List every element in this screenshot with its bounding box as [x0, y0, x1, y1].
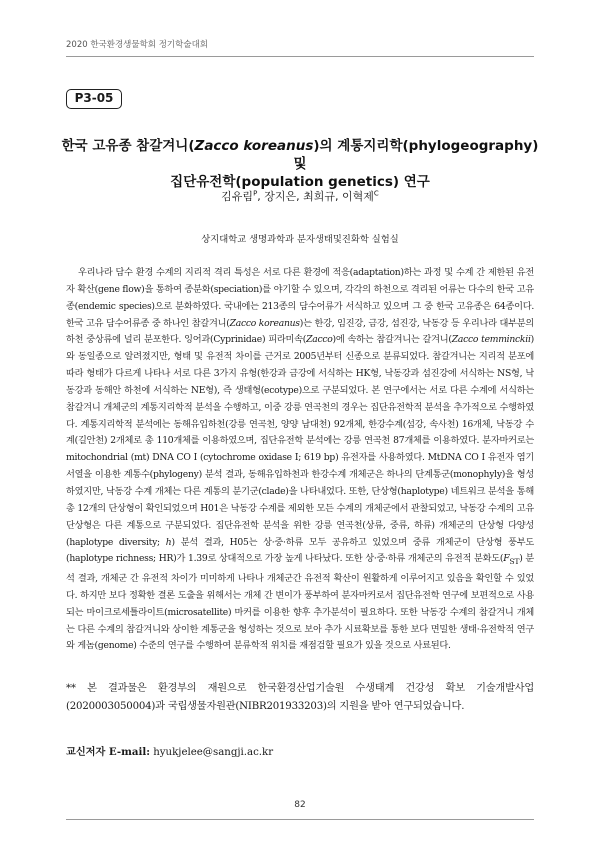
author-first: 김유림 [221, 190, 254, 203]
acknowledgement: ** 본 결과물은 환경부의 재원으로 한국환경산업기술원 수생태계 건강성 확보 기술개발사업(2020003050004)과 국립생물자원관(NIBR201933203)의 지원을 받아 연구되었습니다. [66, 683, 534, 712]
header-divider [66, 56, 534, 57]
corresponding-label: 교신저자 E-mail: [66, 746, 150, 758]
abstract-text-5: ) 분석 결과, H05는 상·중·하류 모두 공유하고 있었으며 중류 개체군이 단상형 풍부도(haplotype richness; HR)가 1.39로 상대적으로 가장 높게 나타났다. 또한 상·중·하류 개체군의 유전적 분화도( [66, 536, 534, 565]
species-name: Zacco koreanus [229, 317, 300, 329]
symbol-h: h [165, 536, 172, 548]
running-header: 2020 한국환경생물학회 정기학술대회 [66, 40, 208, 50]
title-line2: 집단유전학(population genetics) 연구 [170, 174, 430, 190]
species-name: Zacco temminckii [451, 334, 531, 346]
footer-divider [66, 819, 534, 820]
author-others: , 장지은, 최희규, 이혁제 [257, 190, 374, 203]
title-part2: )의 계통지리학(phylogeography) 및 [293, 138, 539, 172]
poster-id-badge: P3-05 [66, 89, 122, 109]
author-list [60, 188, 540, 204]
abstract-text-6: ) 분석 결과, 개체군 간 유전적 차이가 미미하게 나타나 개체군간 유전적 확산이 원활하게 이루어지고 있음을 확인할 수 있었다. 하지만 보다 정확한 결론 도출을 위해서는 개체 간 변이가 풍부하여 분자마커로서 집단유전학 연구에 보편적으로 사용되는 마이크로세틀라이트(microsatellite) 마커를 이용한 향후 추가분석이 필요하다. 또한 낙동강 수계의 참갈겨니 개체는 다른 수계의 참갈겨니와 상이한 계통군을 형성하는 것으로 보아 추가 시료확보를 통한 보다 면밀한 생태·유전학적 연구와 게놈(genome) 수준의 연구를 수행하여 분류학적 위치를 재점검할 필요가 있을 것으로 사료된다. [66, 553, 534, 652]
page-number: 82 [294, 800, 306, 810]
abstract-body [66, 265, 534, 669]
abstract-text-1: 우리나라 담수 환경 수계의 지리적 격리 특성은 서로 다른 환경에 적응(adaptation)하는 과정 및 수계 간 제한된 유전자 확산(gene flow)을 통하여 종분화(speciation)를 야기할 수 있으며, 각각의 하천으로 격리된 어류는 다수의 한국 고유종(endemic species)으로 분화하였다. 국내에는 213종의 담수어류가 서식하고 있으며 그 중 한국 고유종은 64종이다. 한국 고유 담수어류종 중 하나인 참갈겨니( [66, 267, 534, 329]
symbol-f: F [503, 553, 510, 565]
corresponding-email: hyukjelee@sangji.ac.kr [153, 747, 274, 758]
corresponding-mark: C [373, 189, 379, 198]
title-part1: 한국 고유종 참갈겨니( [61, 138, 195, 154]
abstract-text-2: )는 한강, 임진강, 금강, 섬진강, 낙동강 등 우리나라 대부분의 하천 중상류에 널리 분포한다. 잉어과(Cyprinidae) 피라미속( [66, 317, 534, 346]
presenter-mark: P [253, 189, 258, 198]
affiliation: 상지대학교 생명과학과 분자생태및진화학 실험실 [201, 234, 399, 245]
title-species: Zacco koreanus [194, 138, 314, 154]
corresponding-author [66, 743, 273, 758]
paper-title [60, 137, 540, 191]
genus-name: Zacco [306, 334, 333, 346]
abstract-text-4: )와 동일종으로 알려졌지만, 형태 및 유전적 차이를 근거로 2005년부터 신종으로 분류되었다. 참갈겨니는 지리적 분포에 따라 형태가 다르게 나타나 서로 다른 3가지 유형(한강과 금강에 서식하는 HK형, 낙동강과 섬진강에 서식하는 NS형, 낙동강과 동해안 하천에 서식하는 NE형), 즉 생태형(ecotype)으로 구분되었다. 본 연구에서는 서로 다른 수계에 서식하는 참갈겨니 개체군의 계통지리학적 분석을 수행하고, 이중 강릉 연곡천의 경우는 집단유전학적 분석을 추가적으로 수행하였다. 계통지리학적 분석에는 동해유입하천(강릉 연곡천, 양양 남대천) 92개체, 한강수계(섬강, 속사천) 16개체, 낙동강 수계(길안천) 2개체로 총 110개체를 이용하였으며, 집단유전학 분석에는 강릉 연곡천 87개체를 이용하였다. 분자마커로는 mitochondrial (mt) DNA CO I (cytochrome oxidase I; 619 bp) 유전자를 사용하였다. MtDNA CO I 유전자 염기서열을 이용한 계통수(phylogeny) 분석 결과, 동해유입하천과 한강수계 개체군은 하나의 단계통군(monophyly)을 형성하였지만, 낙동강 수계 개체는 다른 계통의 분기군(clade)을 나타내었다. 또한, 단상형(haplotype) 네트워크 분석을 통해 총 12개의 단상형이 확인되었으며 H01은 낙동강 수계를 제외한 모든 수계의 개체군에서 관찰되었고, 낙동강 수계의 고유 단상형은 다른 계통으로 구분되었다. 집단유전학 분석을 위한 강릉 연곡천(상류, 중류, 하류) 개체군의 단상형 다양성(haplotype diversity; [66, 334, 534, 548]
abstract-text-3: )에 속하는 참갈겨니는 갈겨니( [332, 334, 452, 346]
symbol-subscript: ST [509, 557, 520, 567]
